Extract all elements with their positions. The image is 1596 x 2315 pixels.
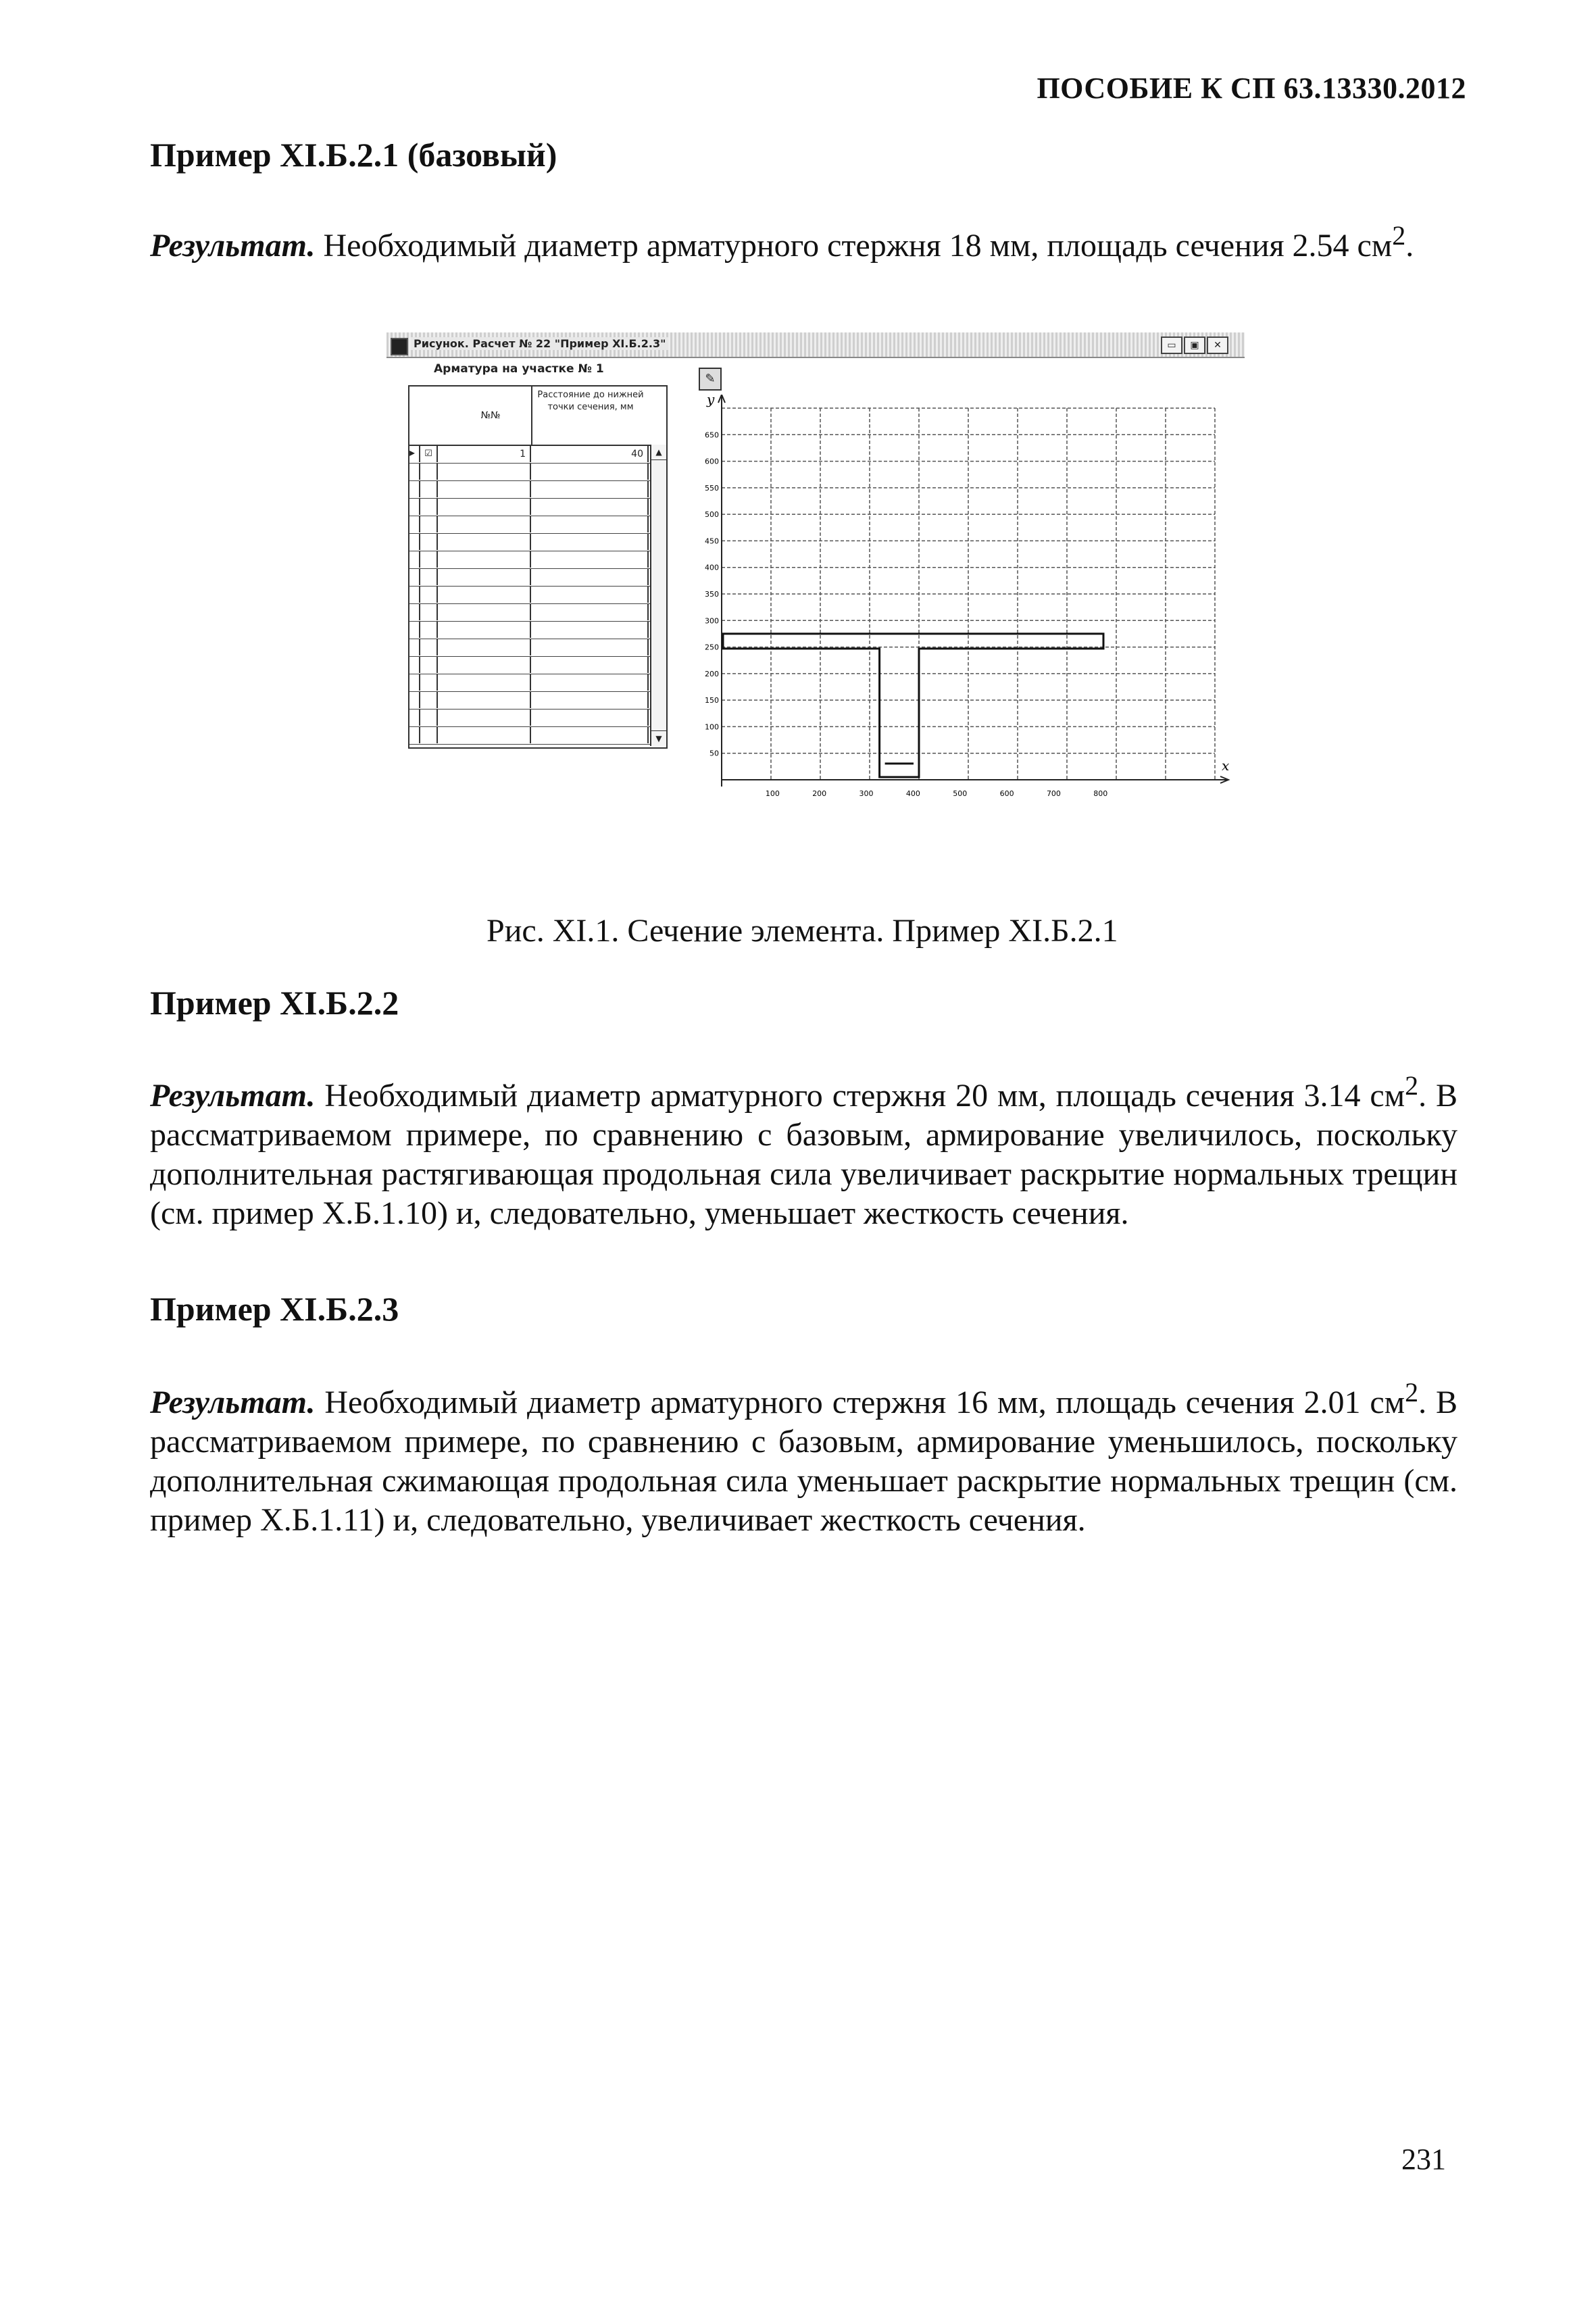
- x-tick-label: 200: [812, 789, 827, 798]
- table-row[interactable]: [409, 657, 666, 674]
- x-tick-label: 300: [859, 789, 874, 798]
- paragraph-2-text-a: Необходимый диаметр арматурного стержня 20 мм, площадь сечения 3.14 см: [315, 1078, 1405, 1114]
- figure-caption: Рис. XI.1. Сечение элемента. Пример XI.Б.2.1: [487, 913, 1118, 949]
- row-number-cell: [437, 481, 531, 497]
- table-row[interactable]: [409, 534, 666, 551]
- result-lead-3: Результат.: [150, 1385, 316, 1420]
- row-distance-cell: [532, 464, 649, 480]
- y-tick-label: 550: [705, 483, 719, 493]
- row-number-cell: [437, 727, 531, 743]
- paragraph-2-text-b: . В рассматриваемом примере, по сравнению с базовым, армирование увеличилось, поскольку дополнительная растягивающая продольная сила увеличивает раскрытие нормальных трещин (см. пример X.Б.1.10) и, следовательно, уменьшает жесткость сечения.: [150, 1078, 1458, 1231]
- superscript-1: 2: [1392, 220, 1406, 251]
- y-tick-label: 400: [705, 563, 719, 572]
- minimize-button[interactable]: ▭: [1161, 337, 1182, 354]
- row-checkbox[interactable]: [420, 622, 438, 638]
- row-distance-cell: [532, 710, 649, 726]
- row-distance-cell: [532, 499, 649, 515]
- row-number-cell: [437, 587, 531, 603]
- reinforcement-table: [408, 385, 668, 749]
- row-number-cell: [437, 692, 531, 708]
- y-tick-label: 50: [709, 749, 719, 758]
- panel-title: Арматура на участке № 1: [434, 362, 604, 376]
- row-selector: [409, 674, 420, 691]
- x-tick-label: 400: [905, 789, 920, 798]
- table-row[interactable]: [409, 710, 666, 727]
- row-selector: [409, 569, 420, 585]
- row-distance-cell: [532, 727, 649, 743]
- x-tick-label: 700: [1046, 789, 1061, 798]
- superscript-2: 2: [1405, 1070, 1419, 1101]
- table-row[interactable]: [409, 516, 666, 534]
- x-axis-label: x: [1222, 757, 1230, 774]
- row-distance-cell: [532, 692, 649, 708]
- y-tick-label: 150: [705, 696, 719, 705]
- row-checkbox[interactable]: ☑: [420, 446, 438, 462]
- row-selector: [409, 692, 420, 708]
- section-outline: [723, 634, 1103, 777]
- row-distance-cell: [532, 622, 649, 638]
- row-checkbox[interactable]: [420, 692, 438, 708]
- row-number-cell: [437, 551, 531, 568]
- close-button[interactable]: ✕: [1207, 337, 1228, 354]
- row-checkbox[interactable]: [420, 674, 438, 691]
- table-row[interactable]: [409, 587, 666, 604]
- section-title-1: Пример XI.Б.2.1 (базовый): [150, 136, 557, 174]
- row-checkbox[interactable]: [420, 534, 438, 550]
- row-selector: [409, 551, 420, 568]
- row-selector: [409, 710, 420, 726]
- row-number-cell: [437, 464, 531, 480]
- row-distance-cell: [532, 639, 649, 655]
- app-icon: [391, 338, 408, 355]
- table-row[interactable]: [409, 551, 666, 569]
- row-checkbox[interactable]: [420, 639, 438, 655]
- page-number: 231: [1401, 2143, 1446, 2176]
- row-selector: [409, 516, 420, 532]
- y-tick-label: 600: [705, 457, 719, 466]
- scroll-up-icon[interactable]: ▲: [651, 445, 666, 460]
- y-tick-label: 300: [705, 616, 719, 626]
- row-distance-cell: [532, 481, 649, 497]
- row-distance-cell: 40: [532, 446, 649, 462]
- table-row[interactable]: [409, 569, 666, 587]
- row-checkbox[interactable]: [420, 481, 438, 497]
- row-selector: [409, 587, 420, 603]
- row-checkbox[interactable]: [420, 551, 438, 568]
- row-selector: ▸: [409, 446, 420, 462]
- table-row[interactable]: [409, 446, 666, 464]
- row-selector: [409, 604, 420, 620]
- row-distance-cell: [532, 569, 649, 585]
- window-titlebar: [386, 332, 1245, 358]
- row-selector: [409, 499, 420, 515]
- y-axis-label: y: [707, 395, 715, 407]
- result-lead-1: Результат.: [150, 228, 316, 264]
- row-distance-cell: [532, 604, 649, 620]
- row-selector: [409, 639, 420, 655]
- table-row[interactable]: [409, 481, 666, 499]
- row-checkbox[interactable]: [420, 657, 438, 673]
- y-tick-label: 200: [705, 669, 719, 678]
- table-header: [409, 387, 666, 446]
- table-scrollbar[interactable]: [650, 445, 666, 746]
- x-tick-label: 800: [1093, 789, 1108, 798]
- row-selector: [409, 657, 420, 673]
- x-tick-label: 600: [999, 789, 1014, 798]
- row-checkbox[interactable]: [420, 604, 438, 620]
- y-tick-label: 450: [705, 537, 719, 546]
- window-title: Рисунок. Расчет № 22 "Пример XI.Б.2.3": [411, 337, 668, 350]
- row-number-cell: [437, 674, 531, 691]
- x-tick-label: 500: [953, 789, 968, 798]
- row-selector: [409, 622, 420, 638]
- section-title-2: Пример XI.Б.2.2: [150, 984, 399, 1022]
- result-lead-2: Результат.: [150, 1078, 316, 1114]
- row-distance-cell: [532, 534, 649, 550]
- row-selector: [409, 481, 420, 497]
- paragraph-3-text-a: Необходимый диаметр арматурного стержня 16 мм, площадь сечения 2.01 см: [315, 1385, 1405, 1420]
- row-number-cell: [437, 516, 531, 532]
- row-number-cell: [437, 534, 531, 550]
- row-distance-cell: [532, 587, 649, 603]
- table-row[interactable]: [409, 464, 666, 481]
- running-head: ПОСОБИЕ К СП 63.13330.2012: [1037, 72, 1466, 105]
- row-checkbox[interactable]: [420, 587, 438, 603]
- row-number-cell: [437, 604, 531, 620]
- figure-screenshot: [384, 330, 1247, 877]
- row-checkbox[interactable]: [420, 569, 438, 585]
- y-tick-label: 250: [705, 643, 719, 652]
- row-number-cell: [437, 657, 531, 673]
- maximize-button[interactable]: ▣: [1184, 337, 1205, 354]
- row-number-cell: [437, 569, 531, 585]
- row-checkbox[interactable]: [420, 464, 438, 480]
- paragraph-1-text: Необходимый диаметр арматурного стержня 18 мм, площадь сечения 2.54 см: [315, 228, 1393, 264]
- row-distance-cell: [532, 674, 649, 691]
- paragraph-1-tail: .: [1405, 228, 1414, 264]
- row-distance-cell: [532, 657, 649, 673]
- row-checkbox[interactable]: [420, 727, 438, 743]
- row-checkbox[interactable]: [420, 499, 438, 515]
- y-tick-label: 350: [705, 590, 719, 599]
- y-tick-label: 650: [705, 430, 719, 440]
- paragraph-2: [150, 1066, 1457, 1233]
- paragraph-3-text-b: . В рассматриваемом примере, по сравнению с базовым, армирование уменьшилось, поскольку дополнительная сжимающая продольная сила уменьшает раскрытие нормальных трещин (см. пример X.Б.1.11) и, следовательно, увеличивает жесткость сечения.: [150, 1385, 1458, 1538]
- table-row[interactable]: [409, 674, 666, 692]
- column-header-distance: Расстояние до нижней точки сечения, мм: [537, 390, 644, 412]
- section-tool-icon[interactable]: ✎: [699, 368, 722, 391]
- row-number-cell: [437, 639, 531, 655]
- column-header-number: №№: [450, 387, 532, 445]
- row-selector: [409, 534, 420, 550]
- paragraph-3: [150, 1373, 1457, 1540]
- table-row[interactable]: [409, 622, 666, 639]
- row-selector: [409, 727, 420, 743]
- section-title-3: Пример XI.Б.2.3: [150, 1290, 399, 1328]
- table-row[interactable]: [409, 692, 666, 710]
- row-number-cell: [437, 622, 531, 638]
- scroll-down-icon[interactable]: ▼: [651, 730, 666, 746]
- superscript-3: 2: [1405, 1377, 1419, 1408]
- paragraph-1: [150, 216, 1457, 266]
- table-row[interactable]: [409, 604, 666, 622]
- table-row[interactable]: [409, 639, 666, 657]
- row-number-cell: [437, 710, 531, 726]
- row-number-cell: [437, 499, 531, 515]
- x-tick-label: 100: [765, 789, 780, 798]
- y-tick-label: 100: [705, 722, 719, 732]
- row-distance-cell: [532, 516, 649, 532]
- y-tick-label: 500: [705, 510, 719, 520]
- row-checkbox[interactable]: [420, 710, 438, 726]
- row-selector: [409, 464, 420, 480]
- row-checkbox[interactable]: [420, 516, 438, 532]
- row-distance-cell: [532, 551, 649, 568]
- table-row[interactable]: [409, 499, 666, 516]
- section-plot: [695, 395, 1235, 834]
- table-row[interactable]: [409, 727, 666, 745]
- row-number-cell: 1: [437, 446, 531, 462]
